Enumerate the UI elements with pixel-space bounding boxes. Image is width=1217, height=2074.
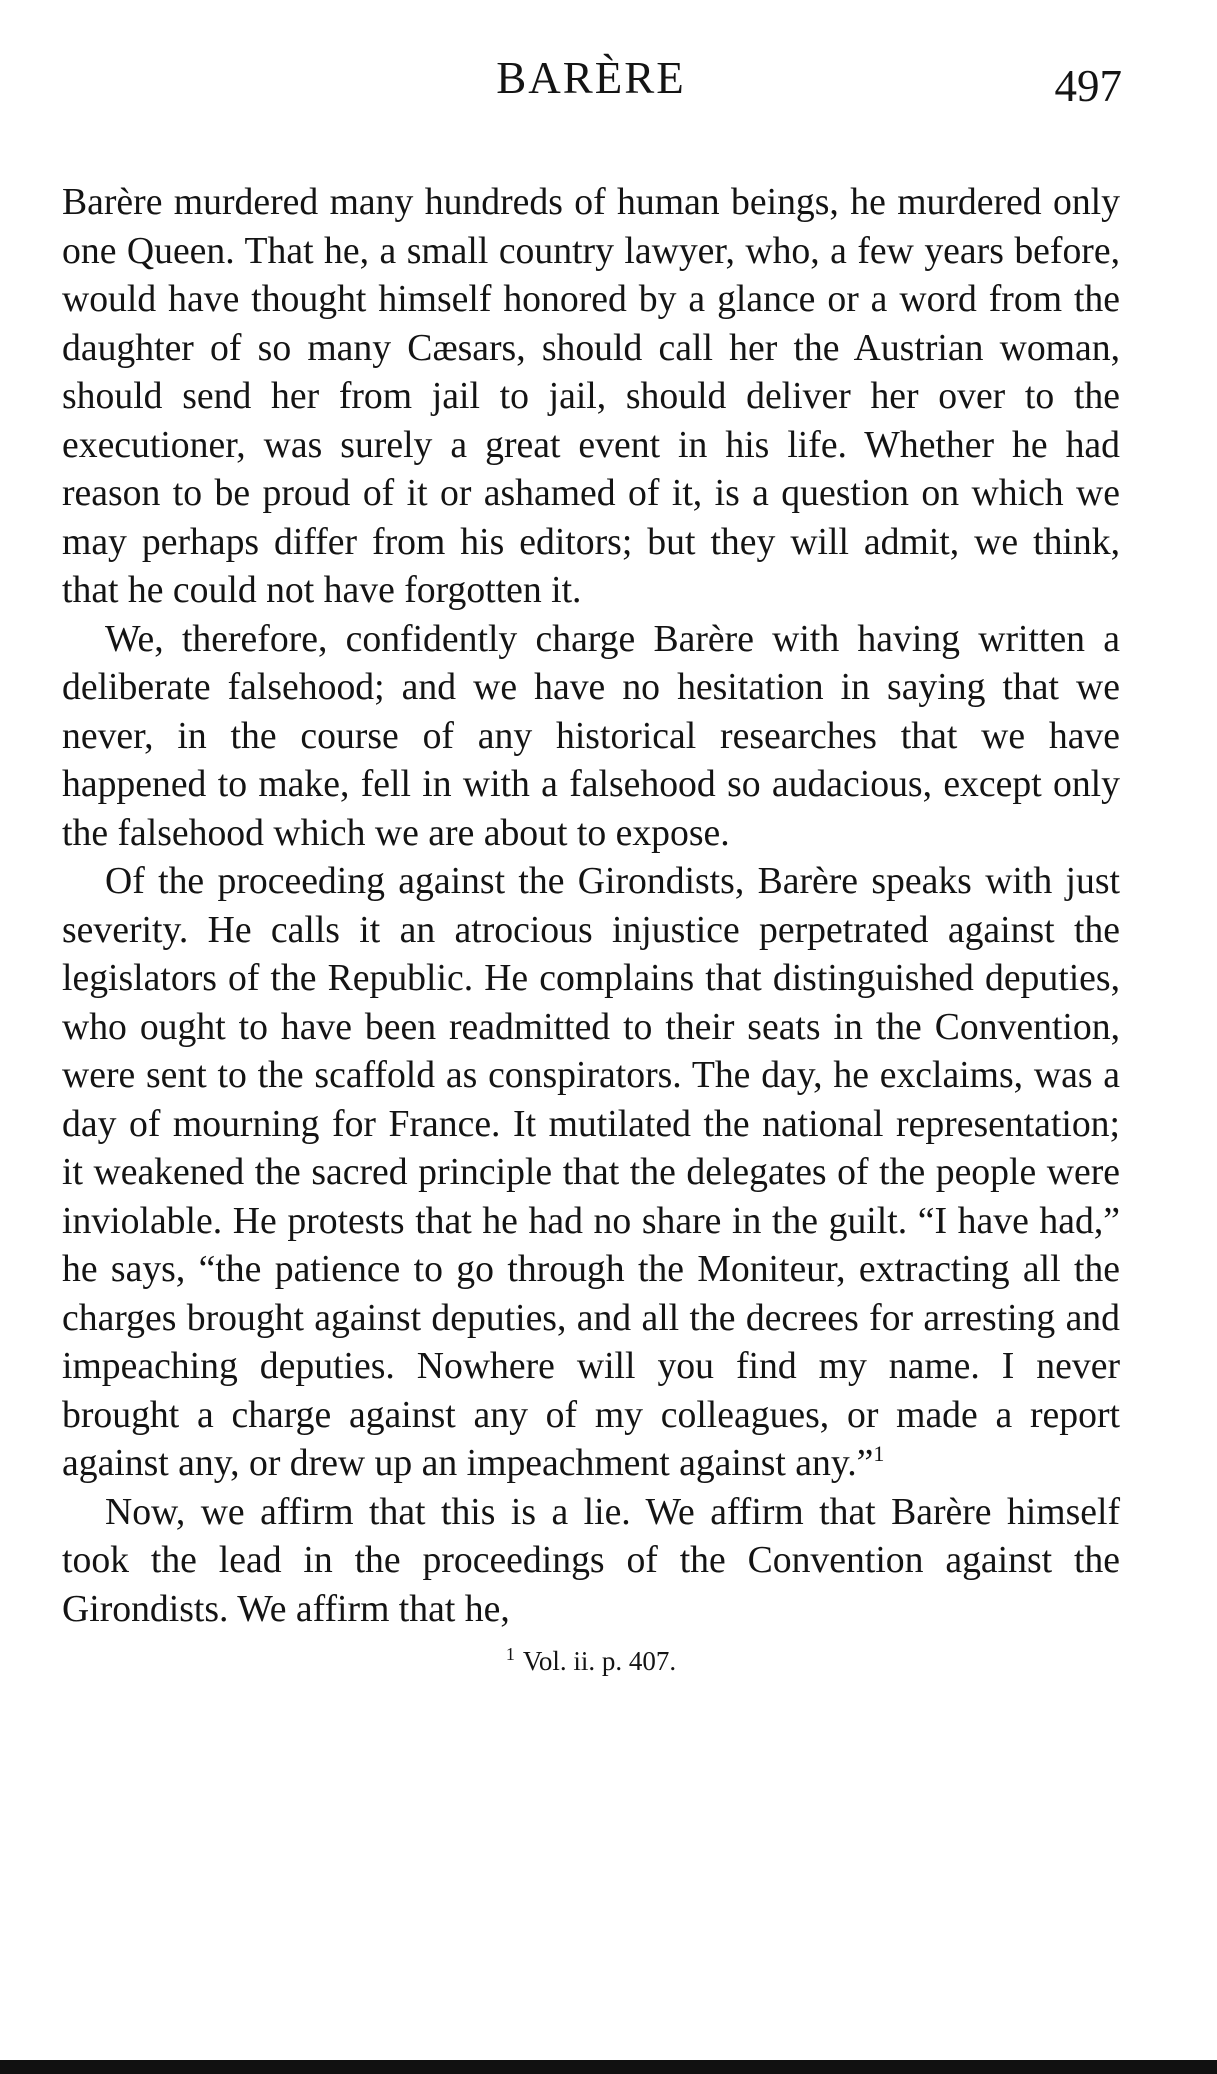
paragraph-text: Barère murdered many hundreds of human beings, he murdered only one Queen. That he, a small country lawyer, who, a few years before, would have thought himself honored by a glance or a word from the daughter of so many Cæsars, should call her the Austrian woman, should send her from jail to jail, should deliver her over to the executioner, was surely a great event in his life. Whether he had reason to be proud of it or ashamed of it, is a question on which we may perhaps differ from his editors; but they will admit, we think, that he could not have forgotten it. bbox=[62, 181, 1120, 611]
paragraph bbox=[62, 1488, 1120, 1634]
running-head bbox=[62, 50, 1120, 120]
paragraph-text: Of the proceeding against the Girondists, Barère speaks with just severity. He calls it an atrocious injustice perpetrated against the legislators of the Republic. He complains that distinguished deputies, who ought to have been readmitted to their seats in the Convention, were sent to the scaffold as conspirators. The day, he exclaims, was a day of mourning for France. It mutilated the national representation; it weakened the sacred principle that the delegates of the people were inviolable. He protests that he had no share in the guilt. “I have had,” he says, “the patience to go through the Moniteur, extracting all the charges brought against deputies, and all the decrees for arresting and impeaching deputies. Nowhere will you find my name. I never brought a charge against any of my colleagues, or made a report against any, or drew up an impeachment against any.” bbox=[62, 860, 1120, 1484]
paragraph-text: Now, we affirm that this is a lie. We affirm that Barère himself took the lead in the proceedings of the Convention against the Girondists. We affirm that he, bbox=[62, 1490, 1120, 1630]
paragraph bbox=[62, 857, 1120, 1488]
bottom-border bbox=[0, 2060, 1217, 2074]
running-title: BARÈRE bbox=[496, 53, 686, 103]
body-text bbox=[62, 178, 1120, 1633]
page-number: 497 bbox=[1054, 61, 1122, 111]
paragraph bbox=[62, 615, 1120, 858]
footnote bbox=[62, 1643, 1120, 1679]
footnote-reference: 1 bbox=[873, 1441, 885, 1466]
footnote-mark: 1 bbox=[505, 1644, 515, 1664]
paragraph-text: We, therefore, confidently charge Barère with having written a deliberate falsehood; and we have no hesitation in saying that we never, in the course of any historical researches that we have happened to make, fell in with a falsehood so audacious, except only the falsehood which we are about to expose. bbox=[62, 617, 1120, 854]
footnote-text: Vol. ii. p. 407. bbox=[522, 1646, 677, 1676]
paragraph bbox=[62, 178, 1120, 615]
book-page bbox=[62, 50, 1120, 1679]
